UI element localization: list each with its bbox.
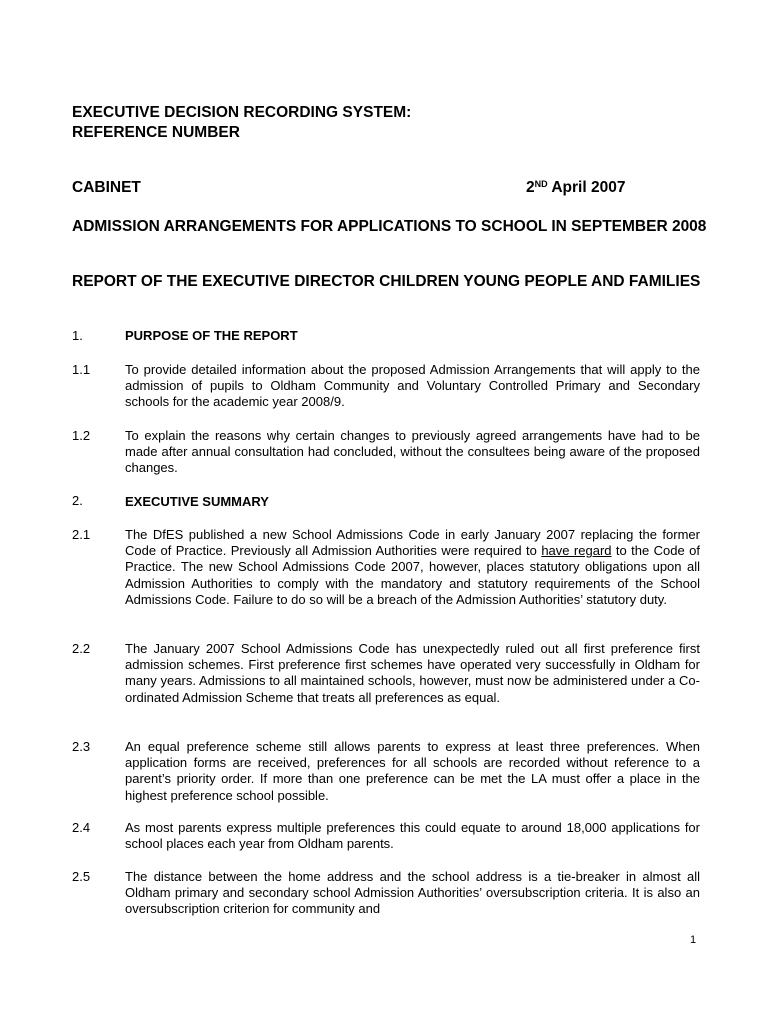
section-2-number: 2.: [72, 493, 83, 508]
para-2-4-number: 2.4: [72, 820, 91, 835]
para-2-4-text: As most parents express multiple preferences this could equate to around 18,000 applications for school places each year from Oldham parents.: [125, 820, 700, 852]
para-1-1-number: 1.1: [72, 362, 91, 377]
para-2-2-number: 2.2: [72, 641, 91, 656]
meeting-name: CABINET: [72, 179, 141, 196]
para-2-1-text-a: The DfES published a new School Admissions Code in early January 2007 replacing the former Code of Practice. Previously all Admission Authorities were required to: [125, 527, 700, 559]
system-title: [72, 103, 411, 143]
system-title-line-1: EXECUTIVE DECISION RECORDING SYSTEM:: [72, 104, 412, 121]
para-2-2-text: The January 2007 School Admissions Code has unexpectedly ruled out all first preference first admission schemes. First preference first schemes have operated very successfully in Oldham for many years. Admissions to all maintained schools, however, must now be administered under a Co-ordinated Admission Scheme that treats all preferences as equal.: [125, 641, 700, 705]
system-title-line-2: REFERENCE NUMBER: [72, 124, 240, 141]
section-2-heading: EXECUTIVE SUMMARY: [125, 494, 269, 509]
report-subject: ADMISSION ARRANGEMENTS FOR APPLICATIONS TO SCHOOL IN SEPTEMBER 2008: [72, 218, 707, 235]
report-author: REPORT OF THE EXECUTIVE DIRECTOR CHILDREN YOUNG PEOPLE AND FAMILIES: [72, 273, 701, 290]
para-2-3-text: An equal preference scheme still allows parents to express at least three preferences. When application forms are received, preferences for all schools are recorded without reference to a parent’s priority order. If more than one preference can be met the LA must offer a place in the highest preference school possible.: [125, 739, 700, 803]
date-suffix: ND: [534, 179, 548, 189]
page-number: 1: [690, 934, 697, 946]
section-1-number: 1.: [72, 328, 83, 343]
para-2-1-number: 2.1: [72, 527, 91, 542]
date-day: 2: [526, 179, 535, 196]
para-2-1-text: [125, 527, 700, 608]
section-1-heading: PURPOSE OF THE REPORT: [125, 328, 298, 343]
para-1-2-text: To explain the reasons why certain changes to previously agreed arrangements have had to be made after annual consultation had concluded, without the consultees being aware of the proposed changes.: [125, 428, 700, 476]
para-2-5-number: 2.5: [72, 869, 91, 884]
para-2-5-text: The distance between the home address and the school address is a tie-breaker in almost all Oldham primary and secondary school Admission Authorities’ oversubscription criteria. It is also an oversubscription criterion for community and: [125, 869, 700, 917]
meeting-date: [526, 178, 625, 198]
para-2-1-text-b: to the Code of Practice. The new School Admissions Code 2007, however, places statutory obligations upon all Admission Authorities to comply with the mandatory and statutory requirements of the School Admissions Code. Failure to do so will be a breach of the Admission Authorities’ statutory duty.: [125, 543, 701, 607]
para-2-3-number: 2.3: [72, 739, 91, 754]
para-1-1-text: To provide detailed information about the proposed Admission Arrangements that will apply to the admission of pupils to Oldham Community and Voluntary Controlled Primary and Secondary schools for the academic year 2008/9.: [125, 362, 700, 410]
para-1-2-number: 1.2: [72, 428, 91, 443]
have-regard-underlined: have regard: [541, 543, 612, 559]
date-rest: April 2007: [551, 179, 626, 196]
